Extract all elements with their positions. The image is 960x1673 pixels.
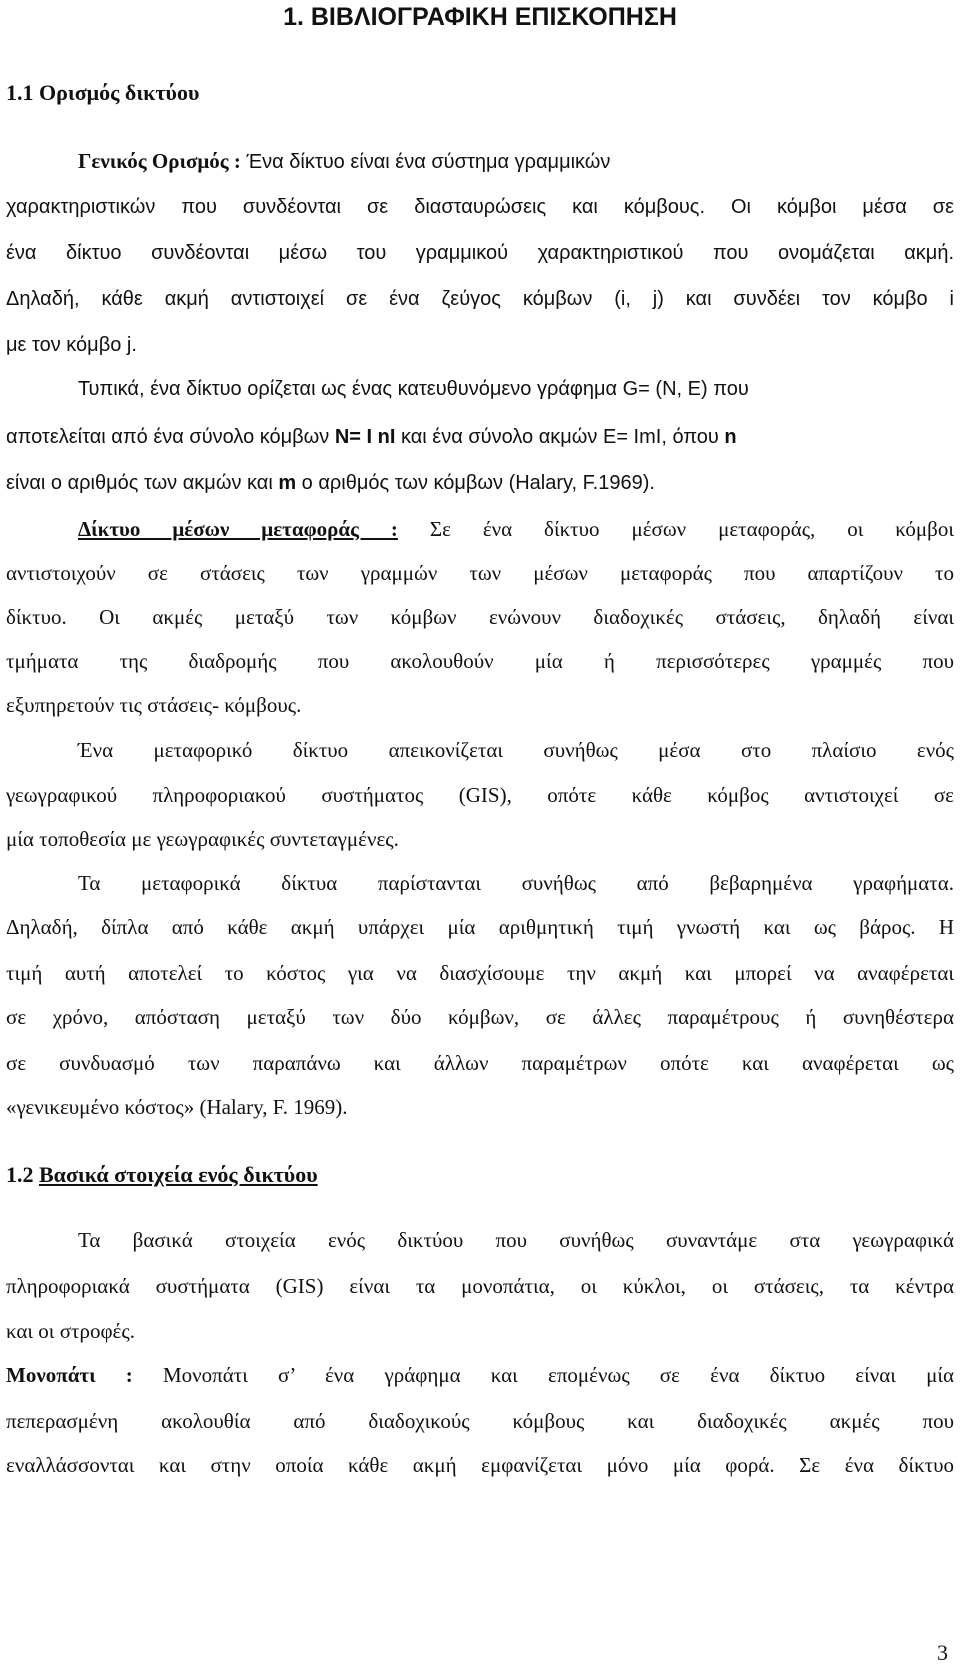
basics-intro-line-1: Τα βασικά στοιχεία ενός δικτύου που συνήθως συναντάμε στα γεωγραφικά <box>78 1228 954 1252</box>
weighted-line-4: σε χρόνο, απόσταση μεταξύ των δύο κόμβων, σε άλλες παραμέτρους ή συνηθέστερα <box>6 1005 954 1029</box>
gis-line-3: μία τοποθεσία με γεωγραφικές συντεταγμένες. <box>6 827 399 851</box>
weighted-line-3: τιμή αυτή αποτελεί το κόστος για να διασχίσουμε την ακμή και μπορεί να αναφέρεται <box>6 961 954 985</box>
transit-line-4: τμήματα της διαδρομής που ακολουθούν μία ή περισσότερες γραμμές που <box>6 649 954 673</box>
typical-line-1: Τυπικά, ένα δίκτυο ορίζεται ως ένας κατευθυνόμενο γράφημα G= (N, E) που <box>78 378 749 400</box>
general-definition-text: Ένα δίκτυο είναι ένα σύστημα γραμμικών <box>240 151 611 173</box>
transit-line-5: εξυπηρετούν τις στάσεις- κόμβους. <box>6 693 302 717</box>
general-definition-line-3: ένα δίκτυο συνδέονται μέσω του γραμμικού χαρακτηριστικού που ονομάζεται ακμή. <box>6 242 954 264</box>
transit-text: Σε ένα δίκτυο μέσων μεταφοράς, οι κόμβοι <box>397 517 954 541</box>
typical-line-2-text-a: αποτελείται από ένα σύνολο κόμβων <box>6 426 335 448</box>
general-definition-line-2: χαρακτηριστικών που συνδέονται σε διασταυρώσεις και κόμβους. Οι κόμβοι μέσα σε <box>6 196 954 218</box>
weighted-line-2: Δηλαδή, δίπλα από κάθε ακμή υπάρχει μία αριθμητική τιμή γνωστή και ως βάρος. Η <box>6 915 954 939</box>
general-definition-line-5: με τον κόμβο j. <box>6 334 137 356</box>
weighted-line-6: «γενικευμένο κόστος» (Halary, F. 1969). <box>6 1095 348 1119</box>
node-count-variable: m <box>278 472 297 494</box>
typical-line-3 <box>6 470 954 496</box>
typical-line-2-text-c: και ένα σύνολο ακμών E= ImI, όπου <box>395 426 725 448</box>
path-term: Μονοπάτι : <box>6 1363 133 1387</box>
weighted-line-5: σε συνδυασμό των παραπάνω και άλλων παραμέτρων οπότε και αναφέρεται ως <box>6 1051 954 1075</box>
page-title: 1. ΒΙΒΛΙΟΓΡΑΦΙΚΗ ΕΠΙΣΚΟΠΗΣΗ <box>283 3 677 31</box>
path-text: Μονοπάτι σ’ ένα γράφημα και επομένως σε ένα δίκτυο είναι μία <box>132 1363 954 1387</box>
transit-line-1 <box>78 516 954 542</box>
path-line-3: εναλλάσσονται και στην οποία κάθε ακμή εμφανίζεται μόνο μία φορά. Σε ένα δίκτυο <box>6 1453 954 1477</box>
gis-line-2: γεωγραφικού πληροφοριακού συστήματος (GIS), οπότε κάθε κόμβος αντιστοιχεί σε <box>6 783 954 807</box>
section-heading-1-1: 1.1 Ορισμός δικτύου <box>6 80 200 105</box>
gis-line-1: Ένα μεταφορικό δίκτυο απεικονίζεται συνήθως μέσα στο πλαίσιο ενός <box>78 738 954 762</box>
basics-intro-line-3: και οι στροφές. <box>6 1319 135 1343</box>
basics-intro-line-2: πληροφοριακά συστήματα (GIS) είναι τα μονοπάτια, οι κύκλοι, οι στάσεις, τα κέντρα <box>6 1274 954 1298</box>
path-line-1 <box>6 1362 954 1388</box>
edge-count-variable: n <box>724 426 737 448</box>
typical-line-3-text-c: ο αριθμός των κόμβων (Halary, F.1969). <box>296 472 655 494</box>
transit-term: Δίκτυο μέσων μεταφοράς : <box>78 517 398 541</box>
general-definition-line-1 <box>78 148 954 175</box>
transit-line-3: δίκτυο. Οι ακμές μεταξύ των κόμβων ενώνουν διαδοχικές στάσεις, δηλαδή είναι <box>6 605 954 629</box>
general-definition-term: Γενικός Ορισμός : <box>78 149 241 173</box>
typical-line-2 <box>6 424 954 450</box>
transit-line-2: αντιστοιχούν σε στάσεις των γραμμών των μέσων μεταφοράς που απαρτίζουν το <box>6 561 954 585</box>
section-1-2-title: Βασικά στοιχεία ενός δικτύου <box>39 1162 318 1187</box>
weighted-line-1: Τα μεταφορικά δίκτυα παρίστανται συνήθως από βεβαρημένα γραφήματα. <box>78 871 954 895</box>
typical-line-3-text-a: είναι ο αριθμός των ακμών και <box>6 472 279 494</box>
node-set-notation: N= I nI <box>334 426 396 448</box>
section-heading-1-2 <box>6 1162 954 1188</box>
section-1-2-number: 1.2 <box>6 1162 39 1187</box>
path-line-2: πεπερασμένη ακολουθία από διαδοχικούς κόμβους και διαδοχικές ακμές που <box>6 1409 954 1433</box>
page-number: 3 <box>937 1640 948 1665</box>
general-definition-line-4: Δηλαδή, κάθε ακμή αντιστοιχεί σε ένα ζεύγος κόμβων (i, j) και συνδέει τον κόμβο i <box>6 288 954 310</box>
